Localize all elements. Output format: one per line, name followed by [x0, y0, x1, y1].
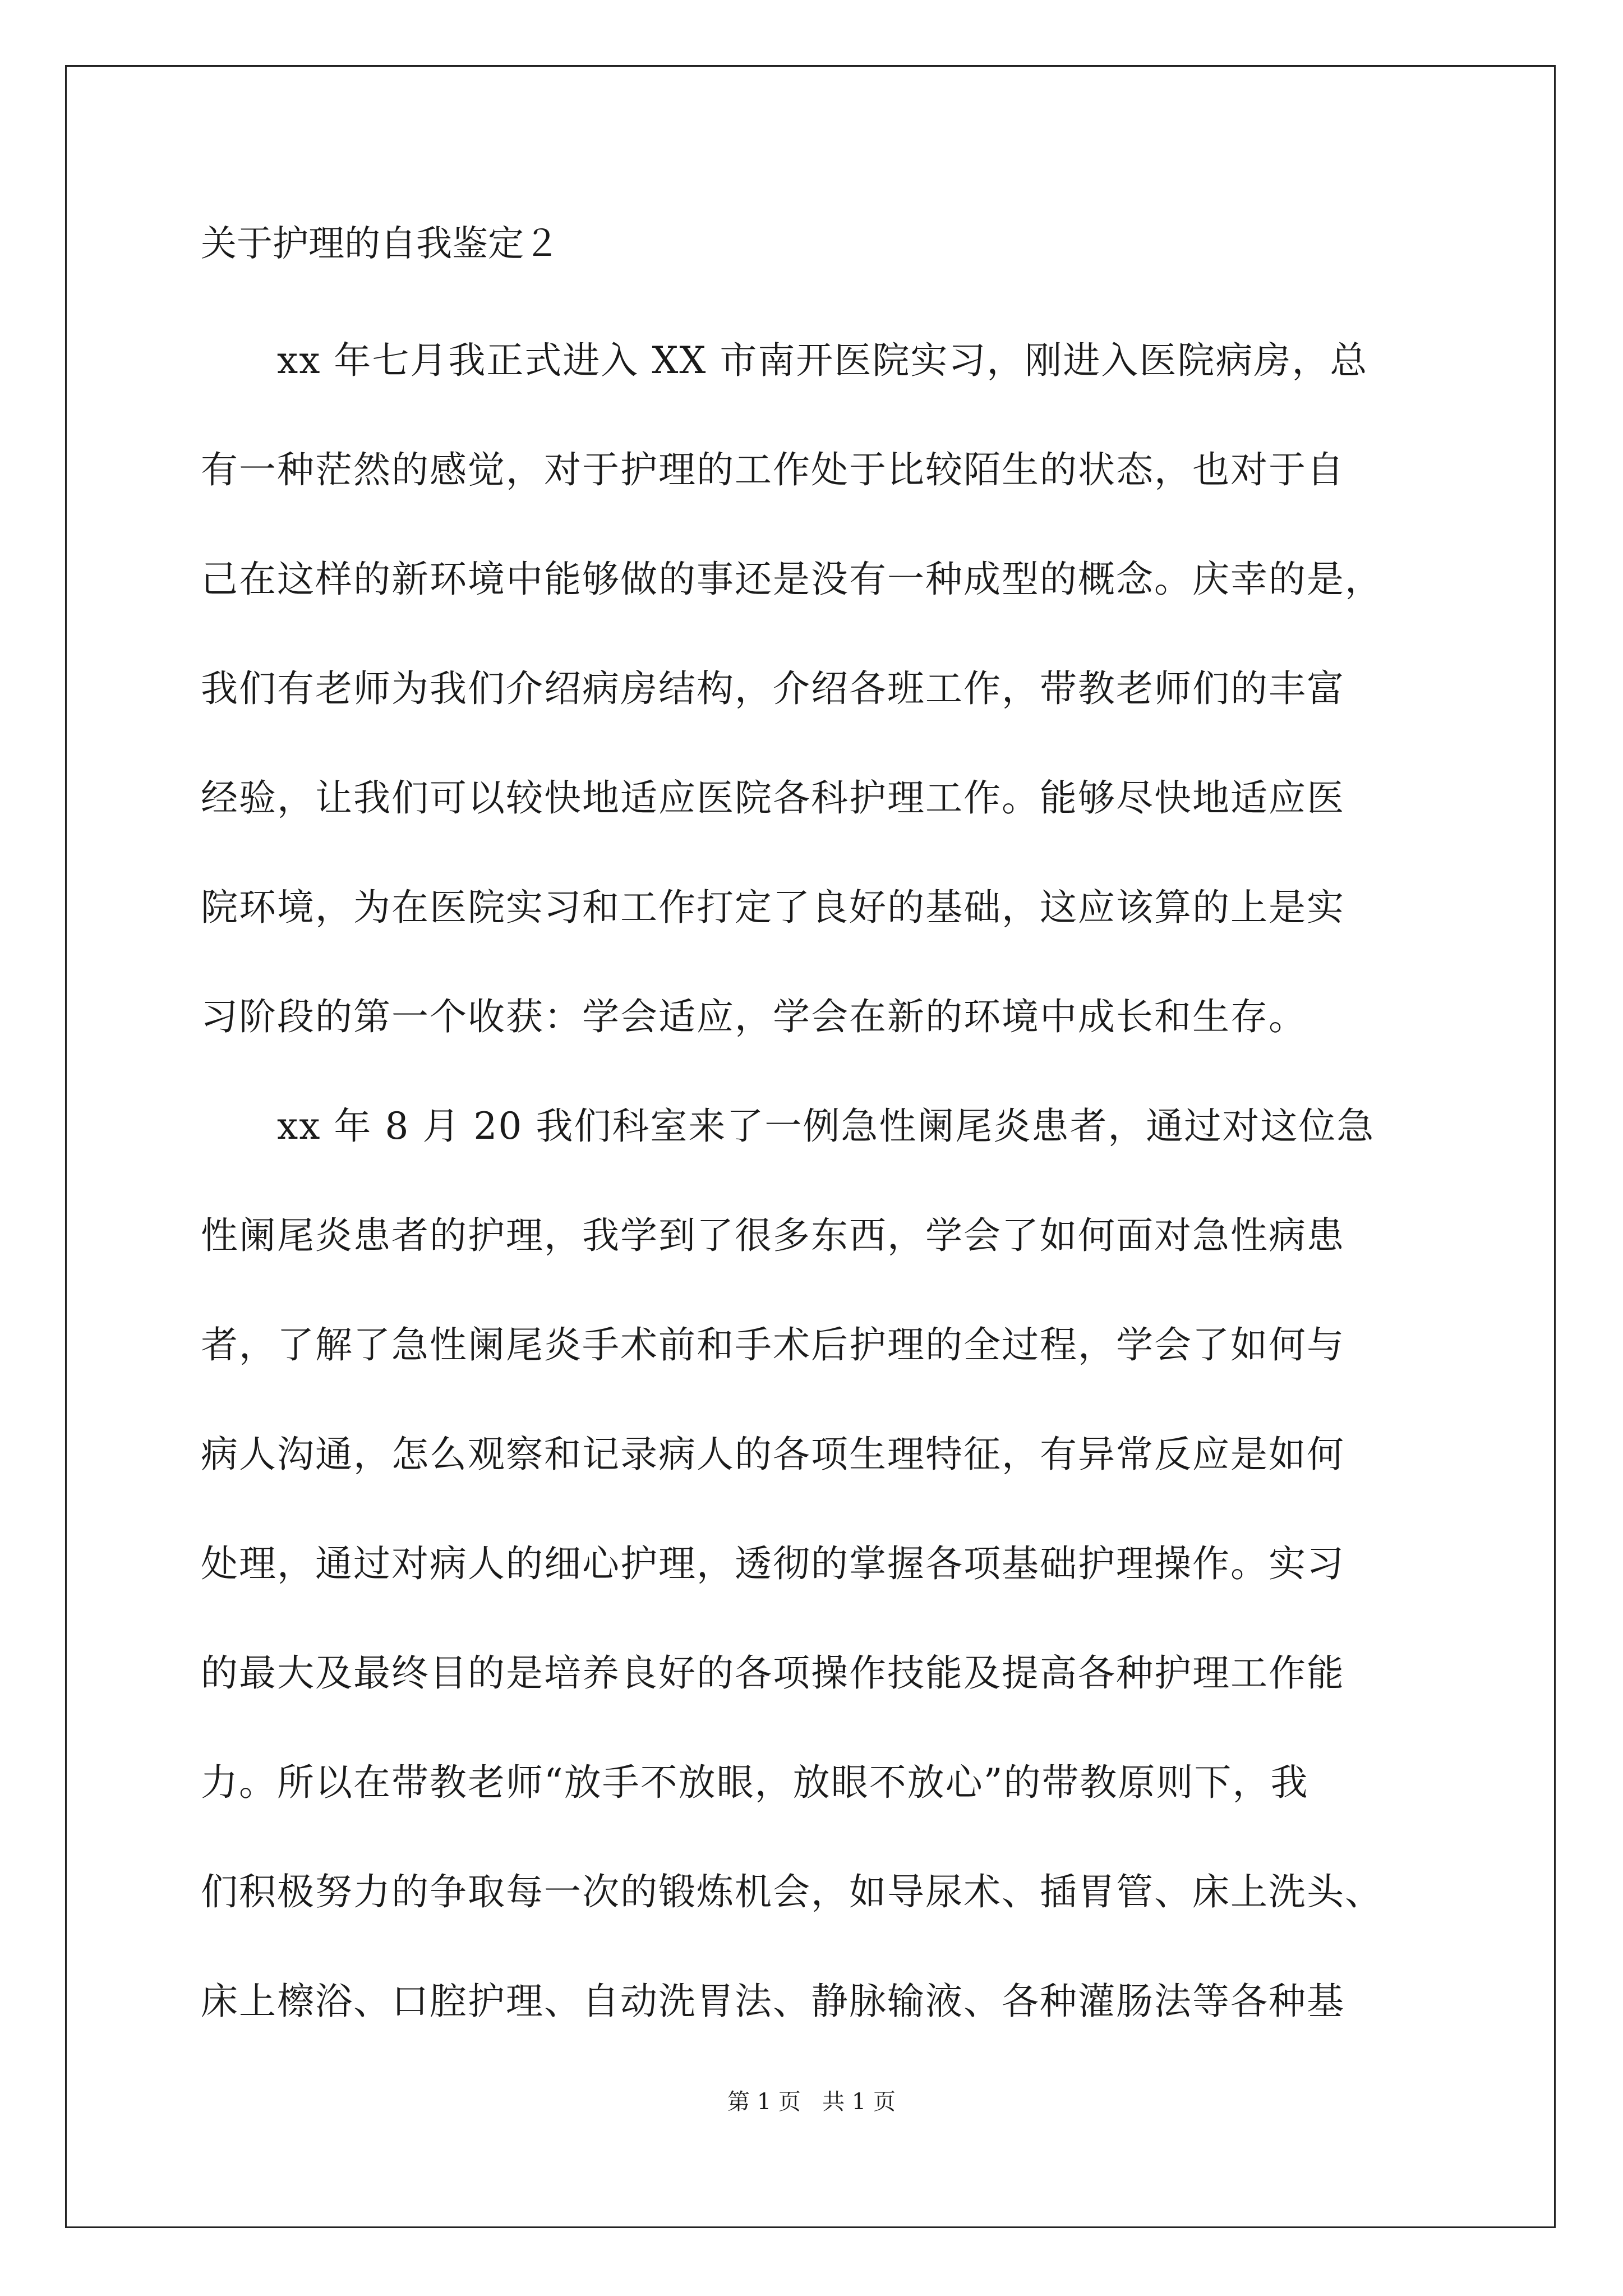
- body-line: 的最大及最终目的是培养良好的各项操作技能及提高各种护理工作能: [201, 1651, 1345, 1695]
- body-line: 处理，通过对病人的细心护理，透彻的掌握各项基础护理操作。实习: [201, 1542, 1345, 1585]
- body-line: 院环境，为在医院实习和工作打定了良好的基础，这应该算的上是实: [201, 886, 1345, 929]
- document-title: 关于护理的自我鉴定２: [201, 223, 560, 265]
- body-line: 病人沟通，怎么观察和记录病人的各项生理特征，有异常反应是如何: [201, 1433, 1345, 1476]
- body-line: 我们有老师为我们介绍病房结构，介绍各班工作，带教老师们的丰富: [201, 667, 1345, 710]
- body-line: 性阑尾炎患者的护理，我学到了很多东西，学会了如何面对急性病患: [201, 1214, 1345, 1257]
- body-line: 经验，让我们可以较快地适应医院各科护理工作。能够尽快地适应医: [201, 776, 1345, 820]
- body-line: xx 年七月我正式进入 XX 市南开医院实习，刚进入医院病房，总: [201, 339, 1368, 382]
- body-line: 有一种茫然的感觉，对于护理的工作处于比较陌生的状态，也对于自: [201, 448, 1345, 491]
- body-line: xx 年 8 月 20 我们科室来了一例急性阑尾炎患者，通过对这位急: [201, 1105, 1375, 1148]
- body-line: 们积极努力的争取每一次的锻炼机会，如导尿术、插胃管、床上洗头、: [201, 1870, 1383, 1913]
- body-line: 床上檫浴、口腔护理、自动洗胃法、静脉输液、各种灌肠法等各种基: [201, 1980, 1345, 2023]
- body-line: 习阶段的第一个收获：学会适应，学会在新的环境中成长和生存。: [201, 995, 1307, 1038]
- body-line: 己在这样的新环境中能够做的事还是没有一种成型的概念。庆幸的是，: [201, 558, 1383, 601]
- page-footer: 第 1 页 共 1 页: [727, 2089, 896, 2115]
- body-line: 者，了解了急性阑尾炎手术前和手术后护理的全过程，学会了如何与: [201, 1323, 1345, 1366]
- body-line: 力。所以在带教老师“放手不放眼，放眼不放心”的带教原则下，我: [201, 1761, 1309, 1804]
